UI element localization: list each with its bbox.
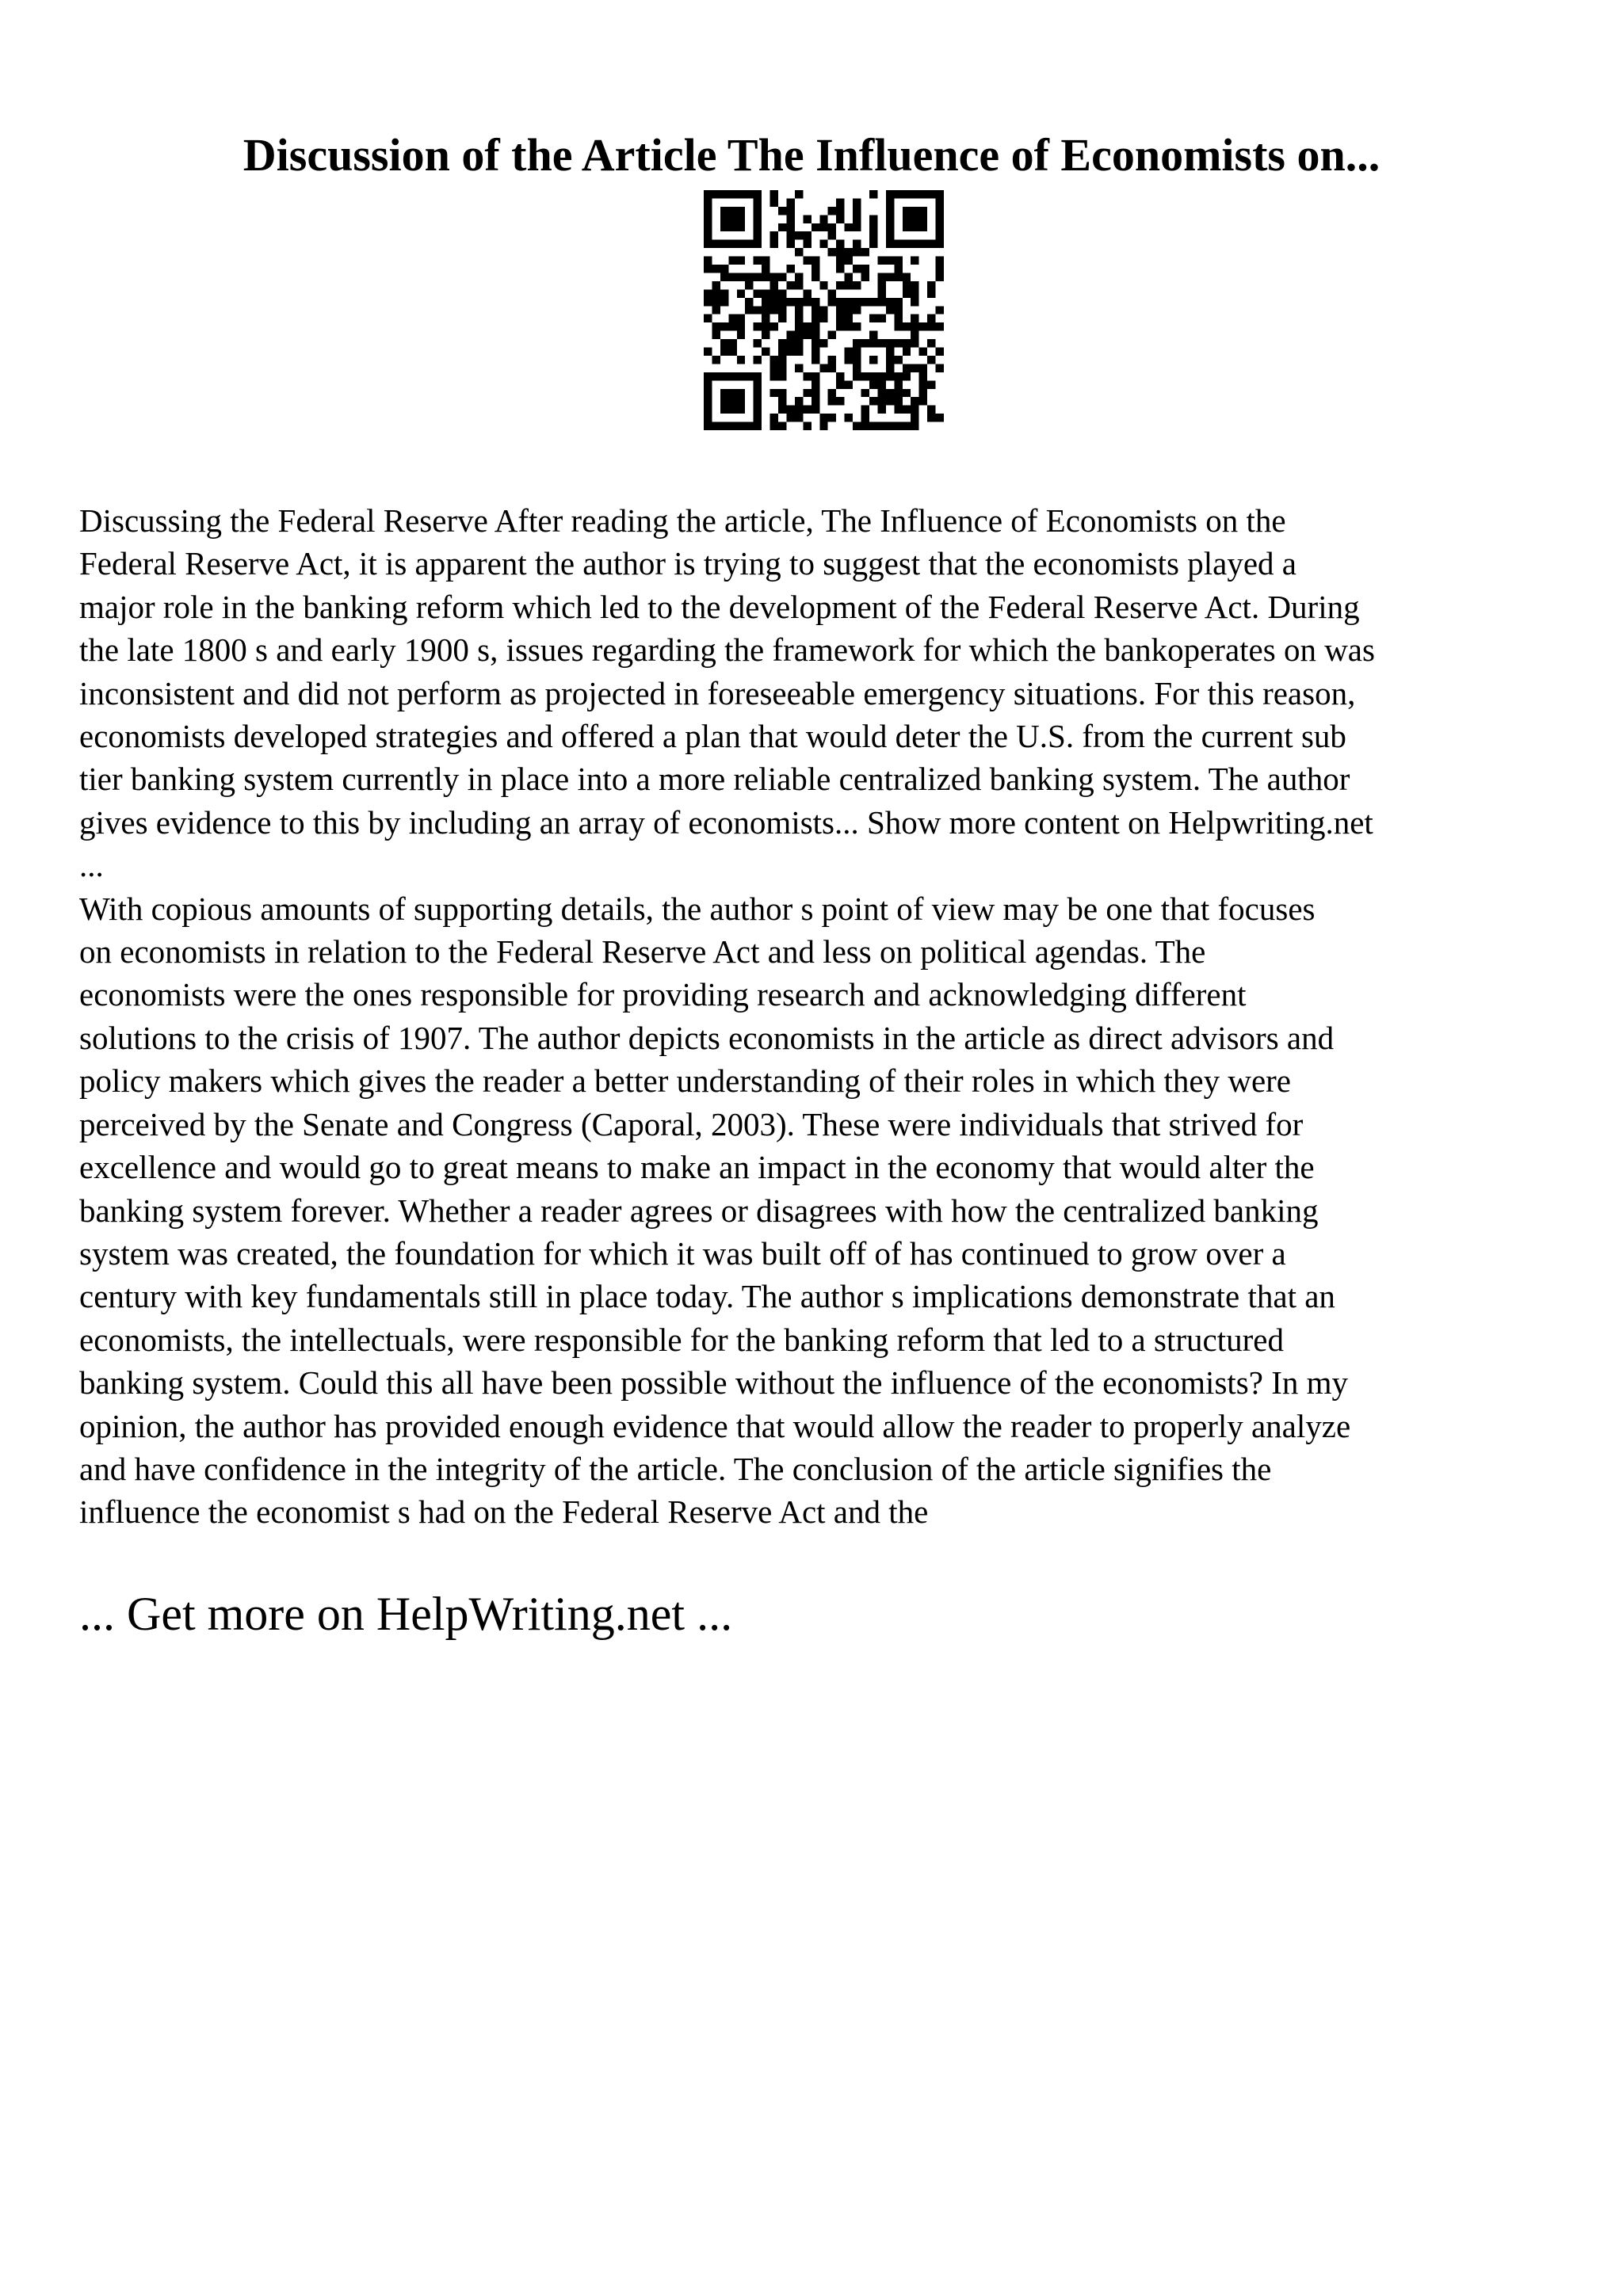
text-line: Federal Reserve Act, it is apparent the author is trying to suggest that the economists played a (79, 545, 1296, 582)
text-line: system was created, the foundation for which it was built off of has continued to grow over a (79, 1234, 1286, 1272)
text-line: Discussing the Federal Reserve After reading the article, The Influence of Economists on the (79, 502, 1286, 539)
text-line: century with key fundamentals still in place today. The author s implications demonstrate that an (79, 1278, 1335, 1315)
text-line: gives evidence to this by including an array of economists... Show more content on Helpwriting.net (79, 803, 1373, 841)
text-line: opinion, the author has provided enough evidence that would allow the reader to properly analyze (79, 1407, 1351, 1444)
qr-code-icon[interactable] (704, 190, 944, 430)
text-line: excellence and would go to great means to make an impact in the economy that would alter the (79, 1149, 1315, 1186)
text-line: inconsistent and did not perform as projected in foreseeable emergency situations. For this reason, (79, 674, 1356, 711)
text-line: banking system forever. Whether a reader agrees or disagrees with how the centralized banking (79, 1192, 1319, 1229)
document-title: Discussion of the Article The Influence of Economists on... (242, 128, 1381, 181)
text-line: and have confidence in the integrity of the article. The conclusion of the article signifies the (79, 1450, 1272, 1487)
article-body (79, 499, 1585, 1534)
text-line: influence the economist s had on the Federal Reserve Act and the (79, 1493, 929, 1531)
text-line: tier banking system currently in place into a more reliable centralized banking system. The author (79, 761, 1350, 798)
paragraph-1 (79, 499, 1585, 887)
text-line: policy makers which gives the reader a better understanding of their roles in which they were (79, 1062, 1291, 1100)
text-line: economists developed strategies and offered a plan that would deter the U.S. from the current sub (79, 718, 1346, 755)
text-line: economists were the ones responsible for providing research and acknowledging different (79, 976, 1247, 1013)
paragraph-2 (79, 887, 1585, 1534)
text-line: solutions to the crisis of 1907. The author depicts economists in the article as direct advisors and (79, 1019, 1335, 1056)
text-line: economists, the intellectuals, were responsible for the banking reform that led to a structured (79, 1321, 1284, 1358)
text-line: ... (79, 847, 104, 884)
text-line: on economists in relation to the Federal Reserve Act and less on political agendas. The (79, 933, 1206, 971)
text-line: major role in the banking reform which led to the development of the Federal Reserve Act. During (79, 588, 1360, 625)
text-line: the late 1800 s and early 1900 s, issues regarding the framework for which the bankoperates on was (79, 631, 1375, 669)
text-line: With copious amounts of supporting details, the author s point of view may be one that focuses (79, 890, 1316, 927)
text-line: perceived by the Senate and Congress (Caporal, 2003). These were individuals that strived for (79, 1105, 1304, 1142)
get-more-link[interactable]: ... Get more on HelpWriting.net ... (79, 1588, 733, 1640)
text-line: banking system. Could this all have been possible without the influence of the economists? In my (79, 1364, 1348, 1402)
